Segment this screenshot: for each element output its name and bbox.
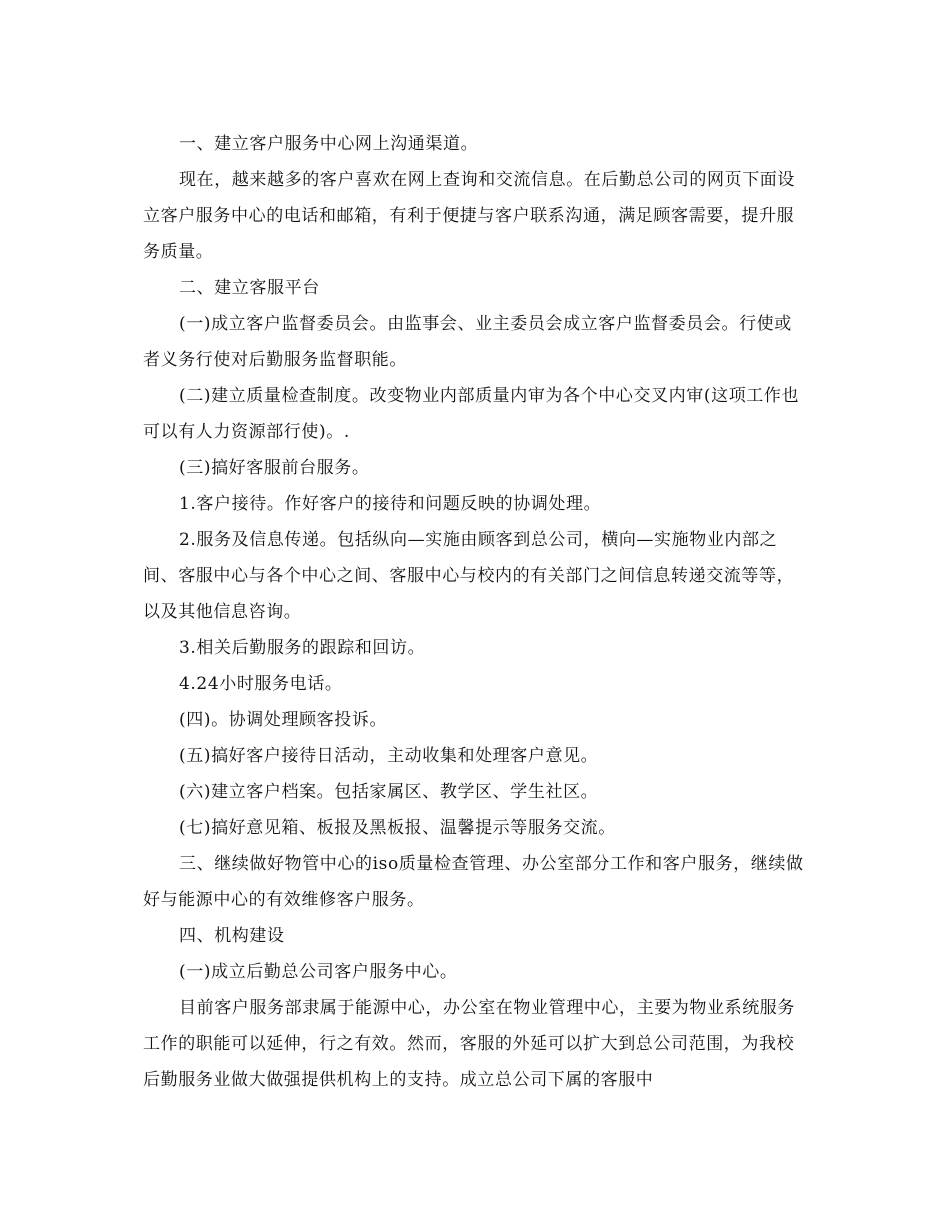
- paragraph-quality-inspection: (二)建立质量检查制度。改变物业内部质量内审为各个中心交叉内审(这项工作也可以有人力资源部行使)。.: [143, 386, 800, 442]
- document-body: [143, 126, 809, 1098]
- heading-service-platform: 二、建立客服平台: [179, 278, 320, 298]
- heading-continue-work: 三、继续做好物管中心的iso质量检查管理、办公室部分工作和客户服务，继续做好与能源中心的有效维修客户服务。: [143, 854, 804, 910]
- paragraph-front-desk-service: (三)搞好客服前台服务。: [179, 458, 370, 478]
- list-item-service-hotline: 4.24小时服务电话。: [179, 674, 343, 694]
- heading-online-channel: 一、建立客户服务中心网上沟通渠道。: [179, 134, 479, 154]
- paragraph-current-status: 目前客户服务部隶属于能源中心，办公室在物业管理中心，主要为物业系统服务工作的职能可以延伸，行之有效。然而，客服的外延可以扩大到总公司范围，为我校后勤服务业做大做强提供机构上的支持。成立总公司下属的客服中: [143, 998, 795, 1090]
- paragraph-supervision-committee: (一)成立客户监督委员会。由监事会、业主委员会成立客户监督委员会。行使或者义务行使对后勤服务监督职能。: [143, 314, 792, 370]
- heading-organization: 四、机构建设: [179, 926, 285, 946]
- list-item-information-transfer: 2.服务及信息传递。包括纵向—实施由顾客到总公司，横向—实施物业内部之间、客服中心与各个中心之间、客服中心与校内的有关部门之间信息转递交流等等，以及其他信息咨询。: [143, 530, 795, 622]
- paragraph-reception-day: (五)搞好客户接待日活动，主动收集和处理客户意见。: [179, 746, 599, 766]
- paragraph-suggestion-box: (七)搞好意见箱、板报及黑板报、温馨提示等服务交流。: [179, 818, 616, 838]
- list-item-reception: 1.客户接待。作好客户的接待和问题反映的协调处理。: [179, 494, 602, 514]
- list-item-follow-up: 3.相关后勤服务的跟踪和回访。: [179, 638, 426, 658]
- paragraph-complaints: (四)。协调处理顾客投诉。: [179, 710, 388, 730]
- paragraph-online-channel: 现在，越来越多的客户喜欢在网上查询和交流信息。在后勤总公司的网页下面设立客户服务中心的电话和邮箱，有利于便捷与客户联系沟通，满足顾客需要，提升服务质量。: [143, 170, 795, 262]
- paragraph-service-center: (一)成立后勤总公司客户服务中心。: [179, 962, 458, 982]
- paragraph-customer-files: (六)建立客户档案。包括家属区、教学区、学生社区。: [179, 782, 599, 802]
